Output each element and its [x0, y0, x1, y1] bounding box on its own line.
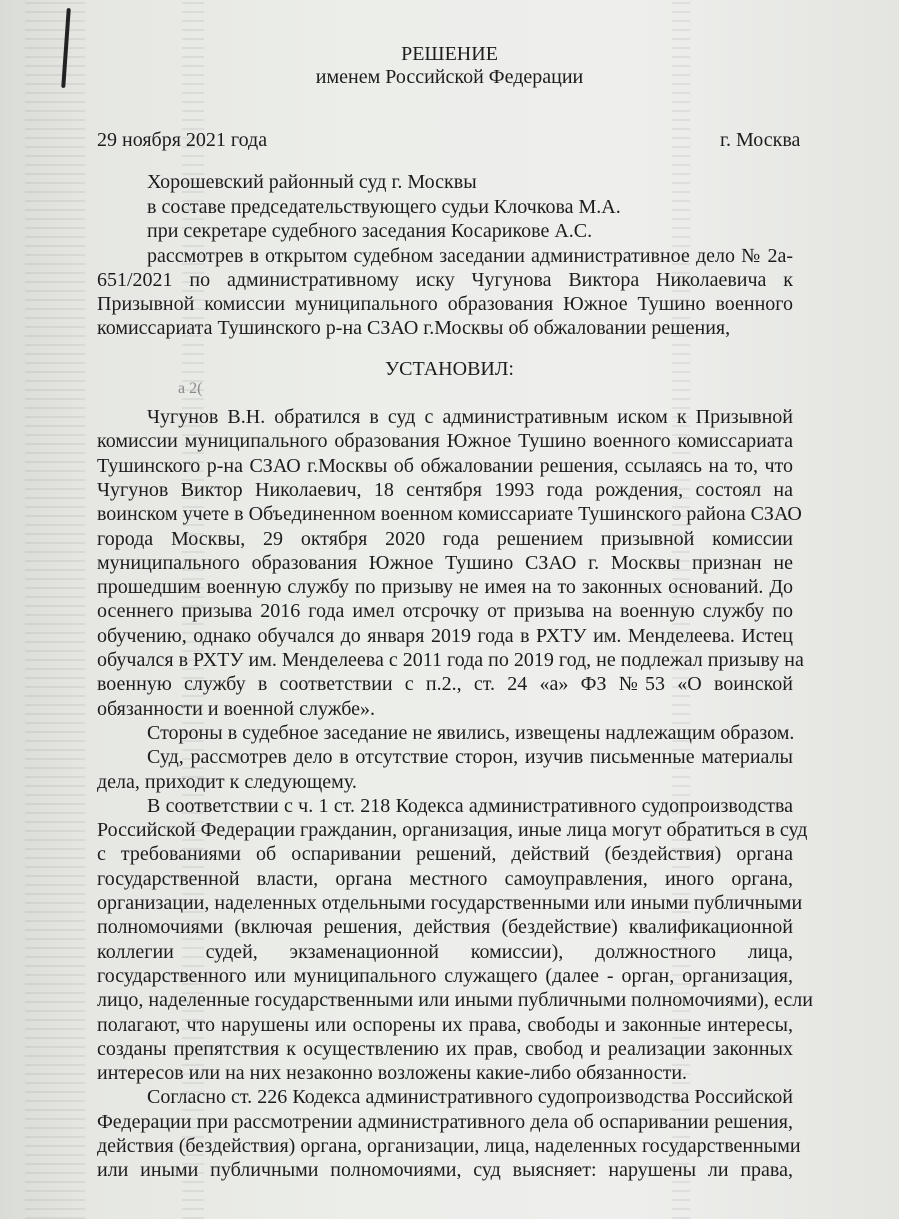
body-line: с требованиями об оспаривании решений, действий (бездействия) органа	[97, 843, 793, 866]
body-line: комиссии муниципального образования Южное Тушино военного комиссариата	[97, 430, 793, 453]
body-line: Стороны в судебное заседание не явились, извещены надлежащим образом.	[147, 721, 795, 744]
body-line: Российской Федерации гражданин, организация, иные лица могут обратиться в суд	[97, 819, 808, 842]
decision-city: г. Москва	[720, 129, 801, 151]
intro-line: в составе председательствующего судьи Клочкова М.А.	[147, 196, 621, 218]
body-line: обучению, однако обучался до января 2019 года в РХТУ им. Менделеева. Истец	[97, 624, 793, 647]
body-line: полагают, что нарушены или оспорены их права, свободы и законные интересы,	[97, 1013, 793, 1036]
intro-line: Призывной комиссии муниципального образования Южное Тушино военного	[97, 293, 793, 315]
body-line: Чугунов В.Н. обратился в суд с административным иском к Призывной	[147, 406, 793, 428]
body-line: созданы препятствия к осуществлению их прав, свобод и реализации законных	[97, 1037, 793, 1060]
body-line: дела, приходит к следующему.	[97, 770, 357, 793]
body-line: государственного или муниципального служащего (далее - орган, организация,	[97, 964, 793, 987]
decision-date: 29 ноября 2021 года	[97, 129, 268, 151]
body-line: города Москвы, 29 октября 2020 года решением призывной комиссии	[97, 527, 793, 550]
body-line: лицо, наделенные государственными или иными публичными полномочиями), если	[97, 989, 813, 1012]
section-heading: УСТАНОВИЛ:	[385, 358, 514, 380]
body-line: прошедшим военную службу по призыву не имея на то законных оснований. До	[97, 576, 793, 599]
body-line: осеннего призыва 2016 года имел отсрочку от призыва на военную службу по	[97, 600, 793, 623]
body-line: Согласно ст. 226 Кодекса административного судопроизводства Российской	[147, 1086, 793, 1109]
body-line: муниципального образования Южное Тушино СЗАО г. Москвы признан не	[97, 551, 793, 574]
body-line: полномочиями (включая решения, действия (бездействие) квалификационной	[97, 916, 793, 939]
body-line: государственной власти, органа местного самоуправления, иного органа,	[97, 867, 793, 890]
body-line: организации, наделенных отдельными государственными или иными публичными	[97, 892, 803, 914]
body-line: В соответствии с ч. 1 ст. 218 Кодекса административного судопроизводства	[147, 794, 793, 817]
intro-line: рассмотрев в открытом судебном заседании административное дело № 2а-	[147, 245, 793, 267]
body-line: обучался в РХТУ им. Менделеева с 2011 года по 2019 год, не подлежал призыву на	[97, 649, 804, 671]
body-line: военную службу в соответствии с п.2., ст. 24 «а» ФЗ №53 «О воинской	[97, 673, 793, 696]
body-line: Тушинского р-на СЗАО г.Москвы об обжаловании решения, ссылаясь на то, что	[97, 454, 793, 477]
body-line: коллегии судей, экзаменационной комиссии), должностного лица,	[97, 940, 793, 963]
body-line: обязанности и военной службе».	[97, 697, 376, 720]
intro-line: комиссариата Тушинского р-на СЗАО г.Москвы об обжаловании решения,	[97, 317, 731, 339]
intro-line: при секретаре судебного заседания Косарикове А.С.	[147, 220, 593, 242]
body-line: Федерации при рассмотрении административного дела об оспаривании решения,	[97, 1110, 793, 1133]
margin-note: а 2(	[178, 380, 203, 397]
body-line: Чугунов Виктор Николаевич, 18 сентября 1993 года рождения, состоял на	[97, 478, 793, 501]
body-line: воинском учете в Объединенном военном комиссариате Тушинского района СЗАО	[97, 503, 802, 526]
body-line: или иными публичными полномочиями, суд выясняет: нарушены ли права,	[97, 1159, 793, 1182]
intro-line: Хорошевский районный суд г. Москвы	[147, 171, 477, 193]
intro-line: 651/2021 по административному иску Чугунова Виктора Николаевича к	[97, 269, 793, 291]
body-line: интересов или на них незаконно возложены какие-либо обязанности.	[97, 1062, 688, 1085]
document-subtitle: именем Российской Федерации	[315, 66, 584, 88]
body-line: Суд, рассмотрев дело в отсутствие сторон, изучив письменные материалы	[147, 746, 793, 769]
body-line: действия (бездействия) органа, организации, лица, наделенных государственными	[97, 1135, 801, 1157]
document-title: РЕШЕНИЕ	[401, 43, 498, 65]
